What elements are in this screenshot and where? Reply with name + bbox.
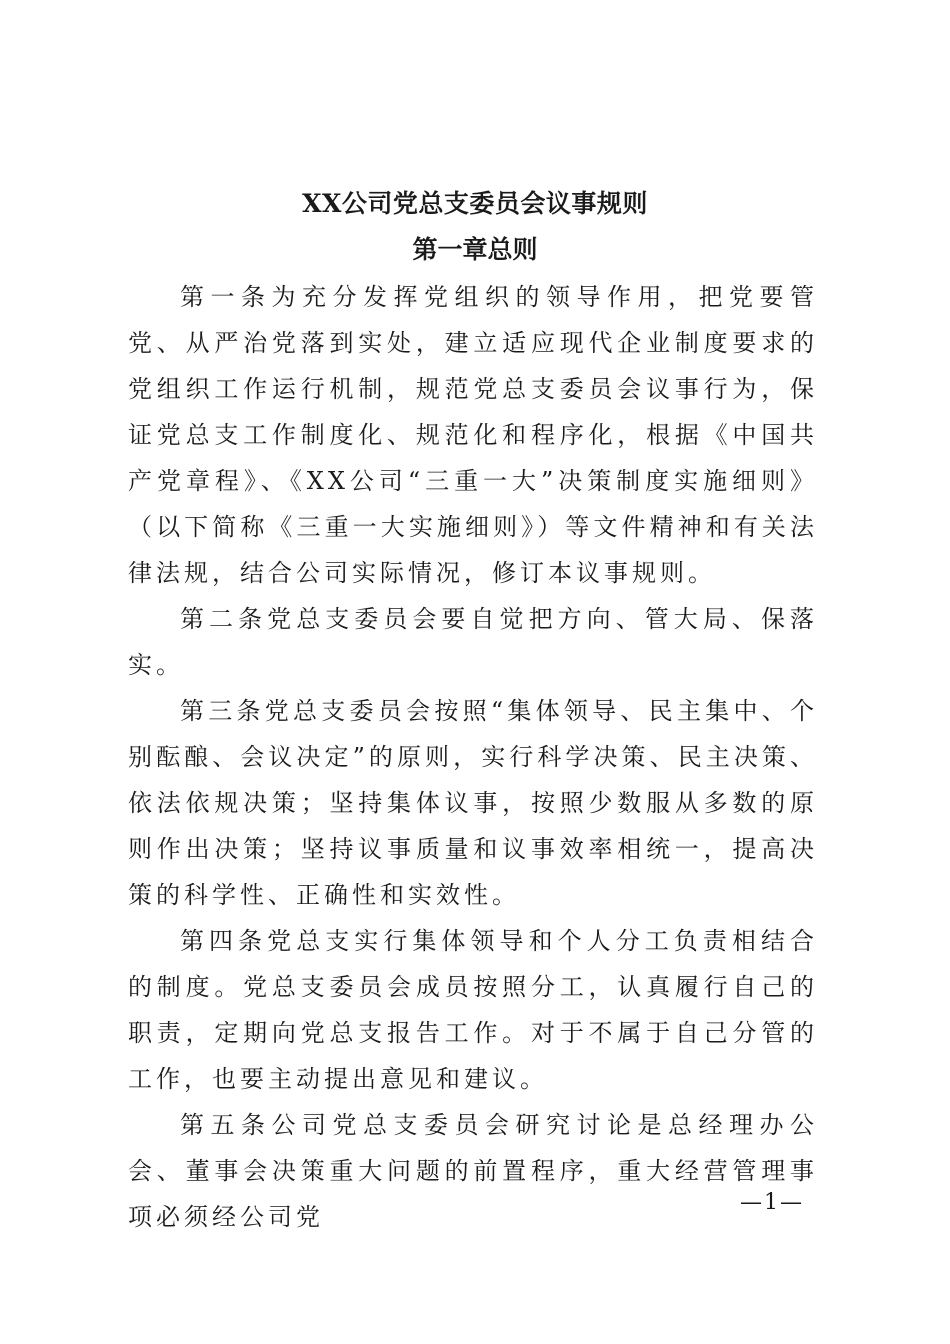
article-5-paragraph: 第五条公司党总支委员会研究讨论是总经理办公会、董事会决策重大问题的前置程序，重大经营管理事项必须经公司党: [128, 1111, 818, 1231]
document-body: [128, 274, 818, 1240]
article-4-paragraph: 第四条党总支实行集体领导和个人分工负责相结合的制度。党总支委员会成员按照分工，认真履行自己的职责，定期向党总支报告工作。对于不属于自己分管的工作，也要主动提出意见和建议。: [128, 927, 818, 1093]
document-title: XX公司党总支委员会议事规则: [302, 189, 648, 218]
chapter-title: 第一章总则: [412, 235, 538, 264]
article-1-paragraph: 第一条为充分发挥党组织的领导作用，把党要管党、从严治党落到实处，建立适应现代企业制度要求的党组织工作运行机制，规范党总支委员会议事行为，保证党总支工作制度化、规范化和程序化，根据《中国共产党章程》、《XX公司“三重一大”决策制度实施细则》（以下简称《三重一大实施细则》）等文件精神和有关法律法规，结合公司实际情况，修订本议事规则。: [128, 283, 818, 587]
article-2-paragraph: 第二条党总支委员会要自觉把方向、管大局、保落实。: [128, 605, 818, 679]
page-number: —1—: [740, 1190, 804, 1215]
article-3-paragraph: 第三条党总支委员会按照“集体领导、民主集中、个别酝酿、会议决定”的原则，实行科学决策、民主决策、依法依规决策；坚持集体议事，按照少数服从多数的原则作出决策；坚持议事质量和议事效率相统一，提高决策的科学性、正确性和实效性。: [128, 697, 818, 909]
